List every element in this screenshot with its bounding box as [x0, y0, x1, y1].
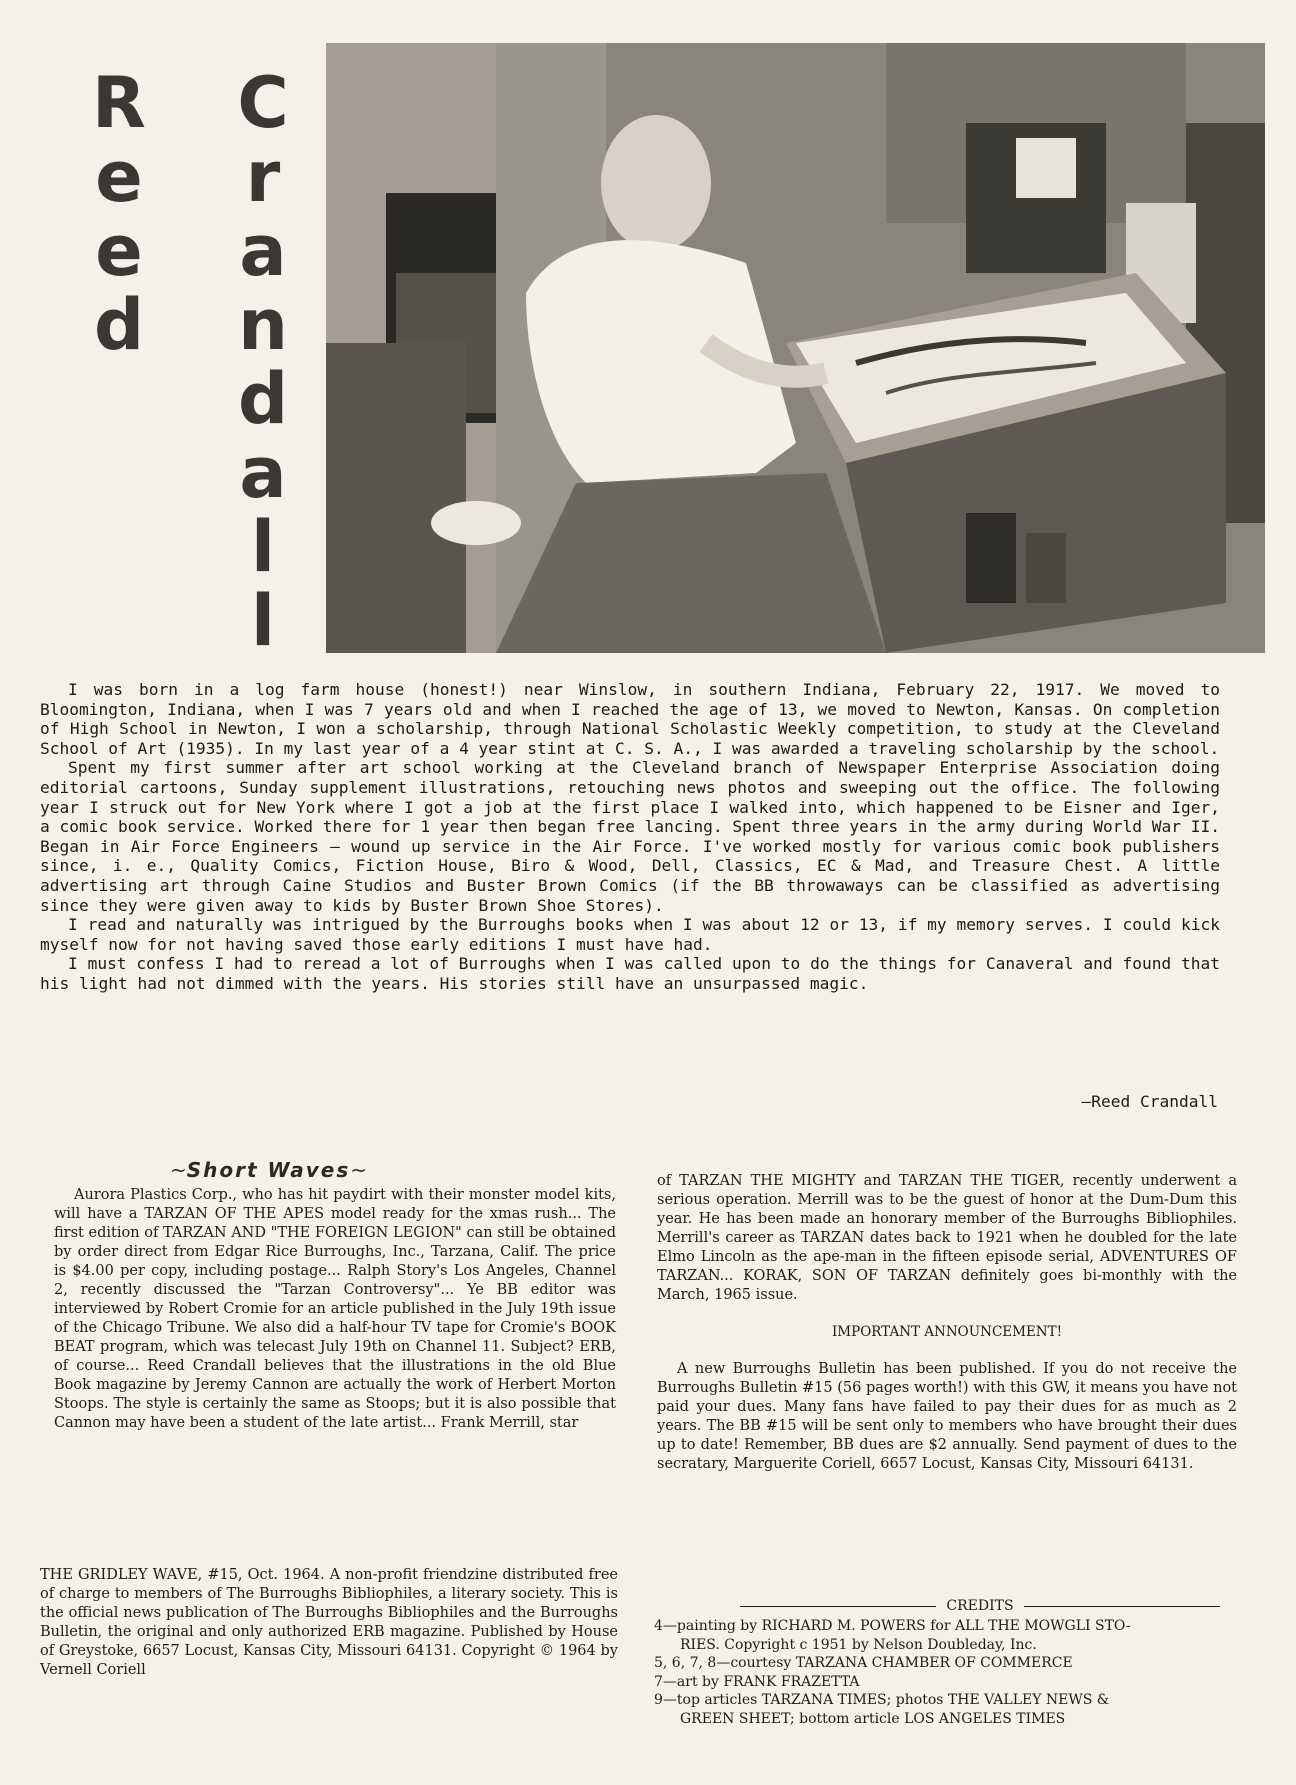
bio-paragraph: I must confess I had to reread a lot of Burroughs when I was called upon to do the things for Canaveral and found that his light had not dimmed with the years. His stories still have an unsurpassed magic. [40, 954, 1220, 993]
heading-flourish-left-icon: ~ [170, 1158, 187, 1182]
title-last-name [228, 62, 298, 662]
credit-item: 9—top articles TARZANA TIMES; photos THE VALLEY NEWS & [654, 1692, 1110, 1708]
short-waves-left-column: Aurora Plastics Corp., who has hit paydirt with their monster model kits, will have a TARZAN OF THE APES model ready for the xmas rush... The first edition of TARZAN AND "THE FOREIGN LEGION" can still be obtained by order direct from Edgar Rice Burroughs, Inc., Tarzana, Calif. The price is $4.00 per copy, including postage... Ralph Story's Los Angeles, Channel 2, recently discussed the "Tarzan Controversy"... Ye BB editor was interviewed by Robert Cromie for an article published in the July 19th issue of the Chicago Tribune. We also did a half-hour TV tape for Cromie's BOOK BEAT program, which was telecast July 19th on Channel 11. Subject? ERB, of course... Reed Crandall believes that the illustrations in the old Blue Book magazine by Jeremy Cannon are actually the work of Herbert Morton Stoops. The style is certainly the same as Stoops; but it is also possible that Cannon may have been a student of the late artist... Frank Merrill, star [54, 1187, 616, 1431]
title-letter: a [239, 210, 287, 292]
short-waves-heading-text: Short Waves [186, 1158, 351, 1182]
short-waves-right-column [657, 1172, 1237, 1474]
credit-item: 5, 6, 7, 8—courtesy TARZANA CHAMBER OF COMMERCE [654, 1655, 1073, 1671]
short-waves-continued: of TARZAN THE MIGHTY and TARZAN THE TIGER, recently underwent a serious operation. Merrill was to be the guest of honor at the Dum-Dum this year. He has been made an honorary member of the Burroughs Bibliophiles. Merrill's career as TARZAN dates back to 1921 when he doubled for the late Elmo Lincoln as the ape-man in the fifteen episode serial, ADVENTURES OF TARZAN... KORAK, SON OF TARZAN definitely goes bi-monthly with the March, 1965 issue. [657, 1173, 1237, 1303]
title-letter: r [245, 136, 281, 218]
title-letter: e [95, 210, 143, 292]
credit-item: 4—painting by RICHARD M. POWERS for ALL THE MOWGLI STO- [654, 1618, 1131, 1634]
title-letter: d [237, 358, 289, 440]
short-waves-heading [170, 1158, 367, 1182]
credits-header [740, 1598, 1220, 1614]
credit-item: 7—art by FRANK FRAZETTA [654, 1673, 860, 1690]
signature: —Reed Crandall [1081, 1092, 1218, 1111]
announcement-text: A new Burroughs Bulletin has been published. If you do not receive the Burroughs Bulletin #15 (56 pages worth!) with this GW, it means you have not paid your dues. Many fans have failed to pay their dues for as much as 2 years. The BB #15 will be sent only to members who have brought their dues up to date! Remember, BB dues are $2 annually. Send payment of dues to the secratary, Marguerite Coriell, 6657 Locust, Kansas City, Missouri 64131. [657, 1361, 1237, 1472]
bio-text [40, 680, 1220, 994]
title-letter: n [238, 284, 288, 366]
bio-paragraph: I was born in a log farm house (honest!) near Winslow, in southern Indiana, February 22, 1917. We moved to Bloomington, Indiana, when I was 7 years old and when I reached the age of 13, we moved to Newton, Kansas. On completion of High School in Newton, I won a scholarship, through National Scholastic Weekly competition, to study at the Cleveland School of Art (1935). In my last year of a 4 year stint at C. S. A., I was awarded a traveling scholarship by the school. [40, 680, 1220, 758]
credits-title: CREDITS [946, 1598, 1014, 1614]
title-letter: l [251, 580, 275, 662]
artist-photo [326, 43, 1265, 653]
title-letter: d [93, 284, 145, 366]
credit-item: RIES. Copyright c 1951 by Nelson Doubleday, Inc. [680, 1636, 1037, 1653]
bio-paragraph: I read and naturally was intrigued by the Burroughs books when I was about 12 or 13, if my memory serves. I could kick myself now for not having saved those early editions I must have had. [40, 915, 1220, 954]
bio-paragraph: Spent my first summer after art school working at the Cleveland branch of Newspaper Enterprise Association doing editorial cartoons, Sunday supplement illustrations, retouching news photos and sweeping out the office. The following year I struck out for New York where I got a job at the first place I walked into, which happened to be Eisner and Iger, a comic book service. Worked there for 1 year then began free lancing. Spent three years in the army during World War II. Began in Air Force Engineers — wound up service in the Air Force. I've worked mostly for various comic book publishers since, i. e., Quality Comics, Fiction House, Biro & Wood, Dell, Classics, EC & Mad, and Treasure Chest. A little advertising art through Caine Studios and Buster Brown Comics (if the BB throwaways can be classified as advertising since they were given away to kids by Buster Brown Shoe Stores). [40, 758, 1220, 915]
title-first-name [84, 62, 154, 366]
credits-rule-right [1024, 1606, 1220, 1607]
title-letter: l [251, 506, 275, 588]
credits-rule-left [740, 1606, 936, 1607]
photo-artist-at-drawing-board-icon [326, 43, 1265, 653]
title-letter: e [95, 136, 143, 218]
title-letter: a [239, 432, 287, 514]
announcement-title: IMPORTANT ANNOUNCEMENT! [831, 1324, 1063, 1340]
credit-item: GREEN SHEET; bottom article LOS ANGELES TIMES [680, 1710, 1066, 1727]
masthead: THE GRIDLEY WAVE, #15, Oct. 1964. A non-profit friendzine distributed free of charge to members of The Burroughs Bibliophiles, a literary society. This is the official news publication of The Burroughs Bibliophiles and the Burroughs Bulletin, the original and only authorized ERB magazine. Published by House of Greystoke, 6657 Locust, Kansas City, Missouri 64131. Copyright © 1964 by Vernell Coriell [40, 1567, 618, 1678]
title-letter: C [237, 62, 289, 144]
heading-flourish-right-icon: ~ [350, 1158, 368, 1182]
credits-list [654, 1617, 1244, 1728]
title-letter: R [92, 62, 146, 144]
